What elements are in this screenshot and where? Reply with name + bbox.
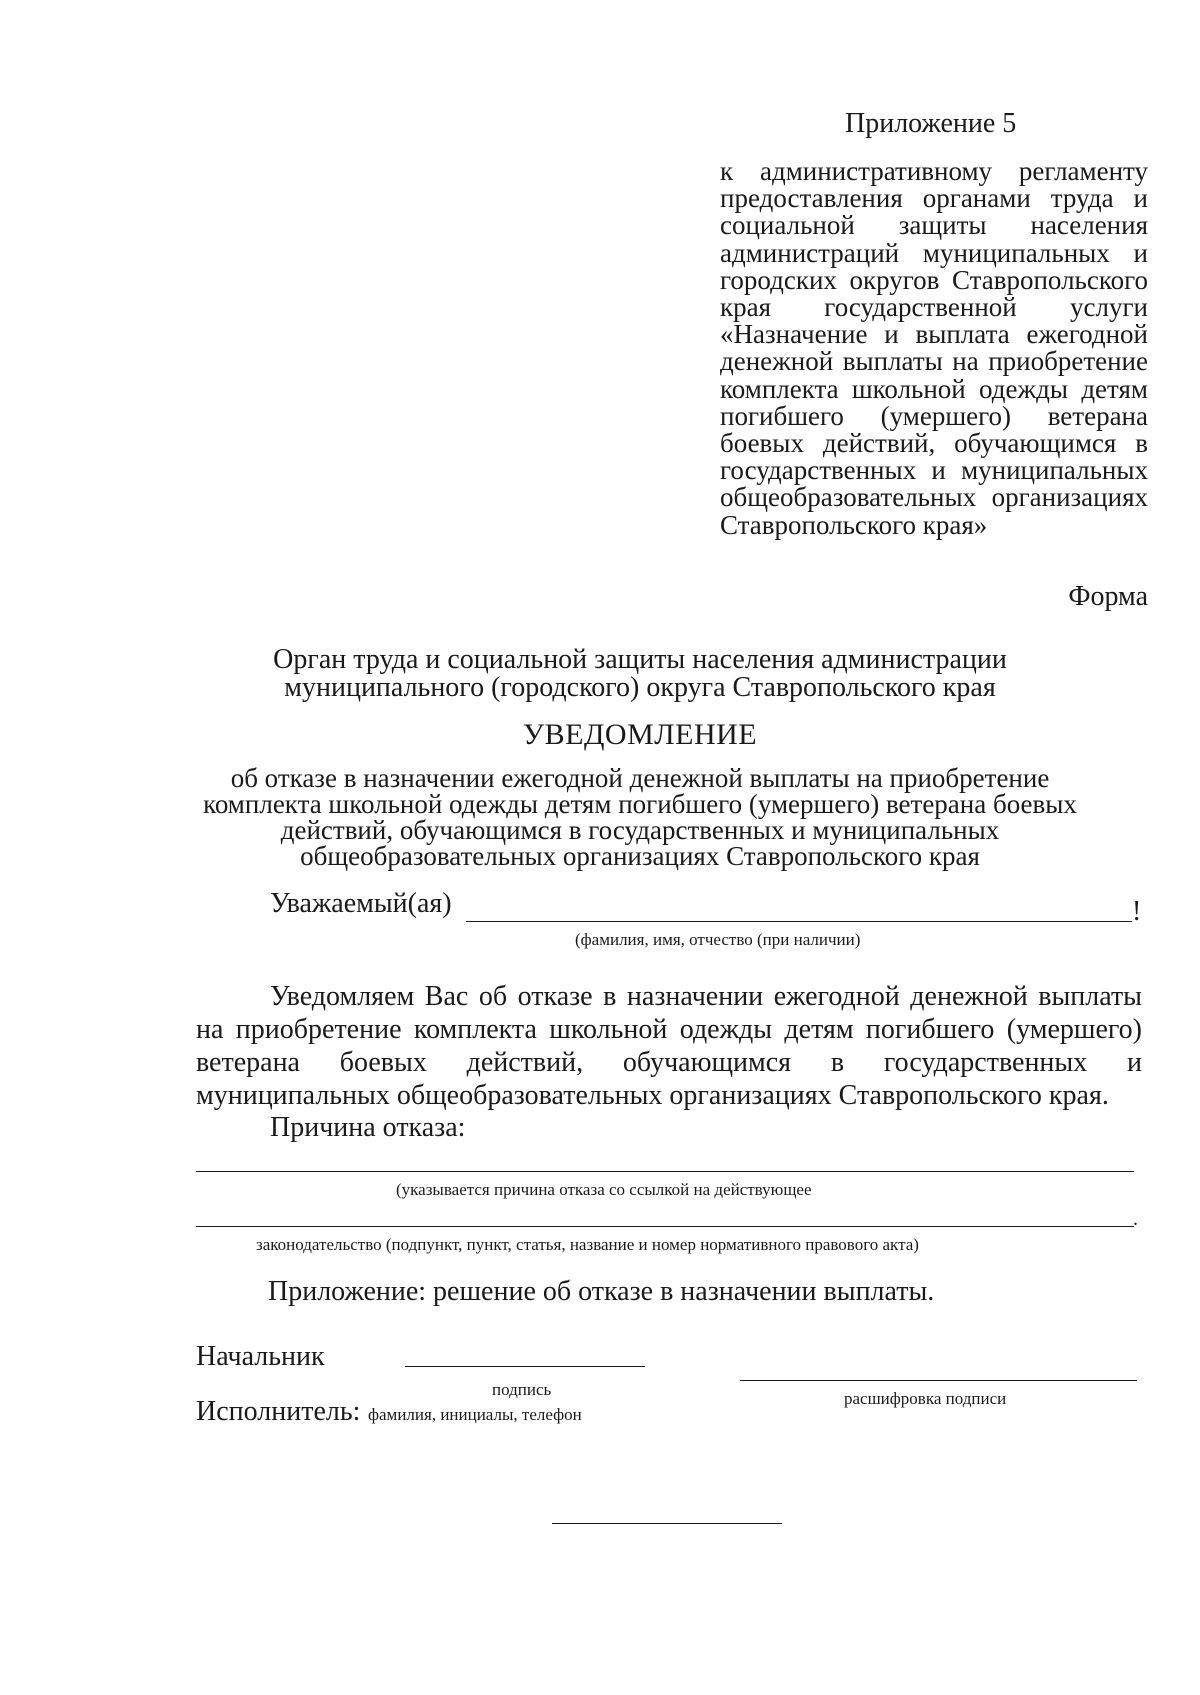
refusal-reason-caption-2: законодательство (подпункт, пункт, статья, название и номер нормативного правового акта) <box>256 1235 919 1254</box>
recipient-name-caption: (фамилия, имя, отчество (при наличии) <box>575 930 861 949</box>
signature-decoding-line <box>740 1380 1137 1381</box>
salutation-exclamation: ! <box>1132 896 1142 927</box>
bottom-separator-line <box>552 1523 782 1524</box>
document-title: УВЕДОМЛЕНИЕ <box>522 718 758 751</box>
signature-caption: подпись <box>492 1380 552 1399</box>
appendix-reference-text: к административному регламенту предоставления органами труда и социальной защиты населения администраций муниципальных и городских округов Ставропольского края государственной услуги «Назначение и выплата ежегодной денежной выплаты на приобретение комплекта школьной одежды детям погибшего (умершего) ветерана боевых действий, обучающимся в государственных и муниципальных общеобразовательных организациях Ставропольского края» <box>720 156 1148 540</box>
signature-decoding-caption: расшифровка подписи <box>844 1389 1007 1408</box>
notice-body-paragraph: Уведомляем Вас об отказе в назначении ежегодной денежной выплаты на приобретение комплекта школьной одежды детям погибшего (умершего) ветерана боевых действий, обучающимся в государственных и муниципальных общеобразовательных организациях Ставропольского края. <box>196 981 1142 1111</box>
refusal-reason-line-1 <box>196 1171 1134 1172</box>
document-subtitle: об отказе в назначении ежегодной денежной выплаты на приобретение комплекта школьной одежды детям погибшего (умершего) ветерана боевых действий, обучающимся в государственных и муниципальных общеобразовательных организациях Ставропольского края <box>203 763 1077 871</box>
refusal-reason-caption-1: (указывается причина отказа со ссылкой на действующее <box>396 1180 812 1199</box>
salutation-label: Уважаемый(ая) <box>270 888 452 919</box>
appendix-number: Приложение 5 <box>845 108 1017 139</box>
refusal-reason-end-mark: . <box>1133 1208 1138 1230</box>
refusal-reason-line-2 <box>196 1226 1134 1227</box>
signature-line <box>405 1366 645 1367</box>
issuing-authority: Орган труда и социальной защиты населения администрации муниципального (городского) округа Ставропольского края <box>273 644 1007 703</box>
executor-label: Исполнитель: <box>196 1396 361 1427</box>
executor-hint: фамилия, инициалы, телефон <box>368 1405 582 1424</box>
refusal-reason-label: Причина отказа: <box>270 1112 466 1143</box>
recipient-name-line <box>466 921 1132 922</box>
head-label: Начальник <box>196 1341 325 1372</box>
form-label: Форма <box>1068 581 1148 612</box>
attachment-note: Приложение: решение об отказе в назначении выплаты. <box>268 1276 935 1307</box>
